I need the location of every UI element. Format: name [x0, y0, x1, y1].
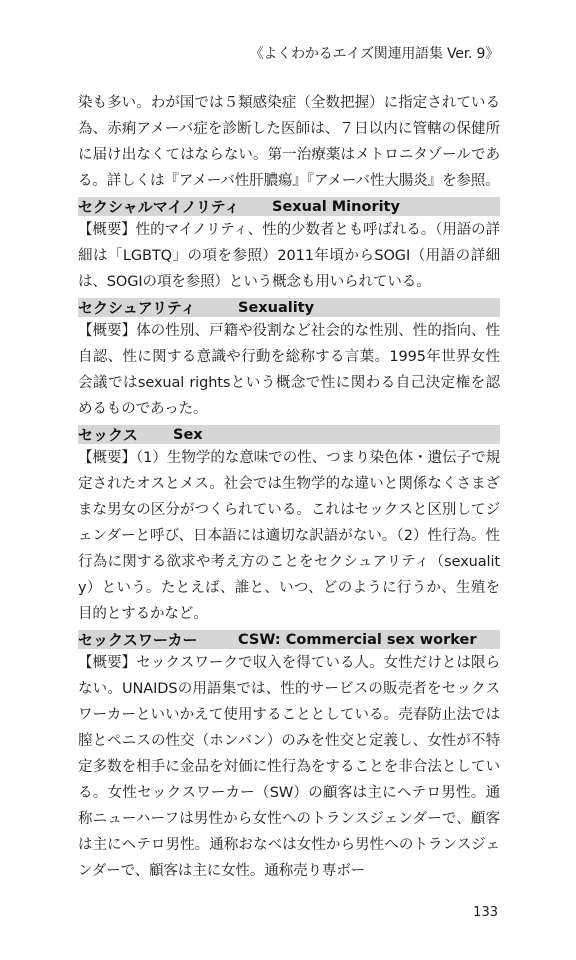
entry-term-english: Sex: [173, 426, 203, 443]
page-number: 133: [473, 905, 498, 920]
entry-term-english: CSW: Commercial sex worker: [238, 631, 477, 648]
entry-definition: 【概要】セックスワークで収入を得ている人。女性だけとは限らない。UNAIDSの用語集では、性的サービスの販売者をセックスワーカーといいかえて使用することとしている。売春防止法では膣とペニスの性交（ホンバン）のみを性交と定義し、女性が不特定多数を相手に金品を対価に性行為をすることを非合法としている。女性セックスワーカー（SW）の顧客は主にヘテロ男性。通称ニューハーフは男性から女性へのトランスジェンダーで、顧客は主にヘテロ男性。通称おなべは女性から男性へのトランスジェンダーで、顧客は主に女性。通称売り専ボー: [78, 655, 500, 879]
entry-term-japanese: セックス: [78, 426, 138, 444]
entry-definition: 【概要】（1）生物学的な意味での性、つまり染色体・遺伝子で規定されたオスとメス。社会では生物学的な違いと関係なくさまざまな男女の区分がつくられている。これはセックスと区別してジェンダーと呼び、日本語には適切な訳語がない。（2）性行為。性行為に関する欲求や考え方のことをセクシュアリティ（sexuality）という。たとえば、誰と、いつ、どのように行うか、生殖を目的とするかなど。: [78, 450, 500, 622]
entry-heading-bar: [78, 197, 500, 216]
entry-heading-bar: [78, 425, 500, 444]
entry-definition: 【概要】性的マイノリティ、性的少数者とも呼ばれる。（用語の詳細は「LGBTQ」の項を参照）2011年頃からSOGI（用語の詳細は、SOGIの項を参照）という概念も用いられている。: [78, 222, 500, 290]
glossary-entry: [78, 298, 500, 422]
glossary-entry: [78, 630, 500, 884]
glossary-entry: [78, 425, 500, 627]
entry-heading-bar: [78, 298, 500, 317]
entry-term-japanese: セクシュアリティ: [78, 299, 196, 317]
entry-term-english: Sexuality: [238, 299, 315, 316]
page-content: [78, 90, 500, 884]
entry-term-japanese: セクシャルマイノリティ: [78, 198, 240, 216]
entry-term-japanese: セックスワーカー: [78, 631, 198, 649]
glossary-entry: [78, 197, 500, 295]
entry-term-english: Sexual Minority: [272, 198, 400, 215]
continued-paragraph: 染も多い。わが国では５類感染症（全数把握）に指定されている為、赤痢アメーバ症を診断した医師は、７日以内に管轄の保健所に届け出なくてはならない。第一治療薬はメトロニタゾールである。詳しくは『アメーバ性肝膿瘍』『アメーバ性大腸炎』を参照。: [78, 95, 500, 189]
entry-definition: 【概要】体の性別、戸籍や役割など社会的な性別、性的指向、性自認、性に関する意識や行動を総称する言葉。1995年世界女性会議ではsexual rightsという概念で性に関わる自己決定権を認めるものであった。: [78, 323, 500, 417]
running-header: 《よくわかるエイズ関連用語集 Ver. 9》: [249, 46, 499, 62]
entry-heading-bar: [78, 630, 500, 649]
